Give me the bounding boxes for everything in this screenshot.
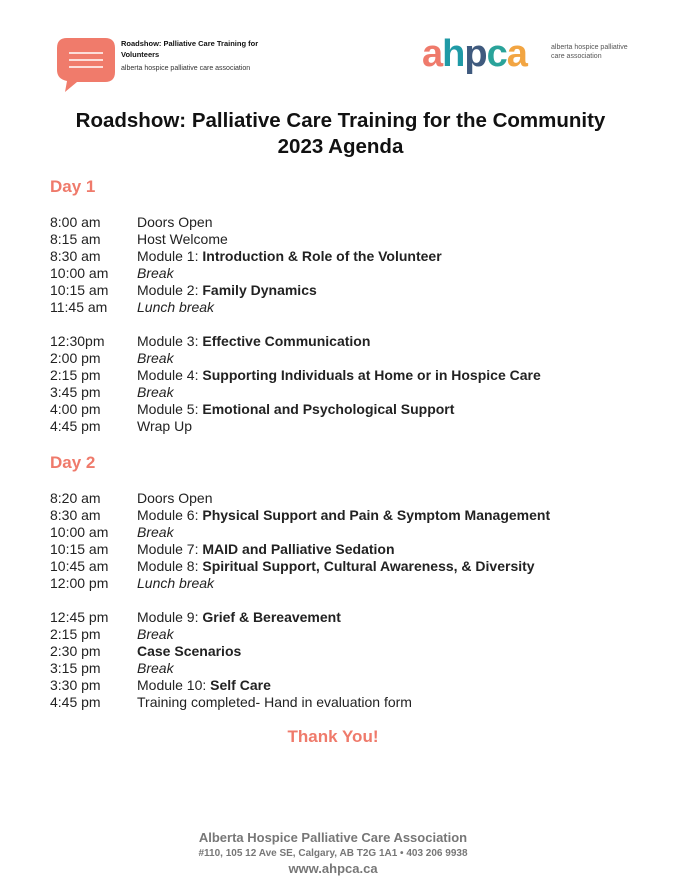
agenda-activity-bold: Spiritual Support, Cultural Awareness, & Diversity <box>202 558 535 574</box>
agenda-time: 10:15 am <box>50 282 109 298</box>
logo-title: Roadshow: Palliative Care Training for Volunteers <box>121 39 259 59</box>
agenda-activity-pre: Module 10: <box>137 677 211 693</box>
agenda-activity-bold: Introduction & Role of the Volunteer <box>202 248 442 264</box>
footer-website[interactable]: www.ahpca.ca <box>288 861 378 876</box>
agenda-activity <box>137 541 395 558</box>
thank-you: Thank You! <box>287 727 379 746</box>
agenda-activity <box>137 248 442 265</box>
logo-org: alberta hospice palliative care association <box>121 65 251 72</box>
agenda-activity-italic: Lunch break <box>137 575 215 591</box>
agenda-activity <box>137 418 192 435</box>
agenda-activity-italic: Break <box>137 626 174 642</box>
ahpca-logo <box>420 34 640 80</box>
agenda-activity-italic: Break <box>137 384 174 400</box>
agenda-activity <box>137 524 174 541</box>
agenda-activity-pre: Module 7: <box>137 541 203 557</box>
agenda-activity-pre: Module 5: <box>137 401 203 417</box>
agenda-activity <box>137 214 212 231</box>
agenda-activity-pre: Training completed- Hand in evaluation form <box>137 694 412 710</box>
roadshow-logo <box>55 36 259 96</box>
agenda-activity-bold: Physical Support and Pain & Symptom Management <box>202 507 551 523</box>
agenda-time: 4:00 pm <box>50 401 101 417</box>
agenda-activity-italic: Break <box>137 350 174 366</box>
agenda-time: 10:00 am <box>50 265 109 281</box>
agenda-time: 10:45 am <box>50 558 109 574</box>
agenda-time: 3:30 pm <box>50 677 101 693</box>
agenda-time: 2:15 pm <box>50 367 101 383</box>
agenda-activity <box>137 231 228 248</box>
agenda-activity-pre: Module 4: <box>137 367 203 383</box>
footer-address: #110, 105 12 Ave SE, Calgary, AB T2G 1A1 • 403 206 9938 <box>198 848 468 859</box>
agenda-time: 8:30 am <box>50 507 101 523</box>
agenda-activity-bold: Self Care <box>210 677 271 693</box>
day-1-heading: Day 1 <box>50 177 96 196</box>
agenda-activity <box>137 384 174 401</box>
agenda-activity-pre: Wrap Up <box>137 418 192 434</box>
agenda-activity-pre: Module 1: <box>137 248 203 264</box>
agenda-activity <box>137 367 541 384</box>
agenda-activity <box>137 333 370 350</box>
agenda-time: 8:00 am <box>50 214 101 230</box>
agenda-time: 10:15 am <box>50 541 109 557</box>
agenda-time: 12:00 pm <box>50 575 109 591</box>
agenda-activity <box>137 299 214 316</box>
agenda-time: 8:15 am <box>50 231 101 247</box>
logo-letter: c <box>486 33 507 75</box>
page-subtitle: 2023 Agenda <box>277 135 404 158</box>
agenda-activity-pre: Doors Open <box>137 214 213 230</box>
agenda-time: 12:45 pm <box>50 609 109 625</box>
agenda-activity-bold: MAID and Palliative Sedation <box>202 541 395 557</box>
agenda-activity-bold: Effective Communication <box>202 333 371 349</box>
day-2-heading: Day 2 <box>50 453 96 472</box>
agenda-time: 10:00 am <box>50 524 109 540</box>
agenda-activity-pre: Module 3: <box>137 333 203 349</box>
speech-bubble-icon <box>55 36 117 94</box>
agenda-time: 11:45 am <box>50 299 108 315</box>
agenda-activity <box>137 575 214 592</box>
agenda-activity-pre: Module 6: <box>137 507 203 523</box>
agenda-activity <box>137 677 271 694</box>
agenda-time: 3:15 pm <box>50 660 101 676</box>
agenda-activity-pre: Host Welcome <box>137 231 228 247</box>
agenda-activity-pre: Doors Open <box>137 490 213 506</box>
logo-letter: h <box>442 33 465 75</box>
footer-org: Alberta Hospice Palliative Care Association <box>198 830 468 845</box>
agenda-activity <box>137 643 241 660</box>
agenda-activity-italic: Lunch break <box>137 299 215 315</box>
agenda-activity <box>137 694 412 711</box>
agenda-activity-bold: Grief & Bereavement <box>202 609 341 625</box>
agenda-activity-pre: Module 2: <box>137 282 203 298</box>
logo-letter: a <box>422 33 443 75</box>
agenda-activity-bold: Supporting Individuals at Home or in Hospice Care <box>202 367 541 383</box>
agenda-activity <box>137 626 174 643</box>
agenda-activity-italic: Break <box>137 265 174 281</box>
ahpca-wordmark <box>422 32 527 76</box>
agenda-activity <box>137 558 535 575</box>
agenda-time: 8:20 am <box>50 490 101 506</box>
agenda-time: 2:00 pm <box>50 350 101 366</box>
page-title: Roadshow: Palliative Care Training for the Community <box>75 109 606 132</box>
agenda-activity <box>137 660 174 677</box>
agenda-activity <box>137 401 454 418</box>
agenda-time: 3:45 pm <box>50 384 101 400</box>
agenda-activity <box>137 350 174 367</box>
agenda-activity-bold: Emotional and Psychological Support <box>202 401 455 417</box>
agenda-activity-bold: Family Dynamics <box>202 282 317 298</box>
agenda-activity-bold: Case Scenarios <box>137 643 242 659</box>
agenda-activity-italic: Break <box>137 524 174 540</box>
agenda-time: 8:30 am <box>50 248 101 264</box>
agenda-activity <box>137 265 174 282</box>
agenda-time: 4:45 pm <box>50 694 101 710</box>
agenda-time: 2:15 pm <box>50 626 101 642</box>
agenda-activity <box>137 507 550 524</box>
agenda-activity <box>137 282 317 299</box>
agenda-activity-pre: Module 9: <box>137 609 203 625</box>
agenda-activity-italic: Break <box>137 660 174 676</box>
agenda-time: 2:30 pm <box>50 643 101 659</box>
agenda-activity <box>137 609 341 626</box>
logo-letter: a <box>506 33 527 75</box>
agenda-activity <box>137 490 212 507</box>
agenda-time: 12:30pm <box>50 333 105 349</box>
agenda-time: 4:45 pm <box>50 418 101 434</box>
agenda-activity-pre: Module 8: <box>137 558 203 574</box>
ahpca-logo-desc: alberta hospice palliative care association <box>551 44 628 60</box>
logo-letter: p <box>464 33 487 75</box>
